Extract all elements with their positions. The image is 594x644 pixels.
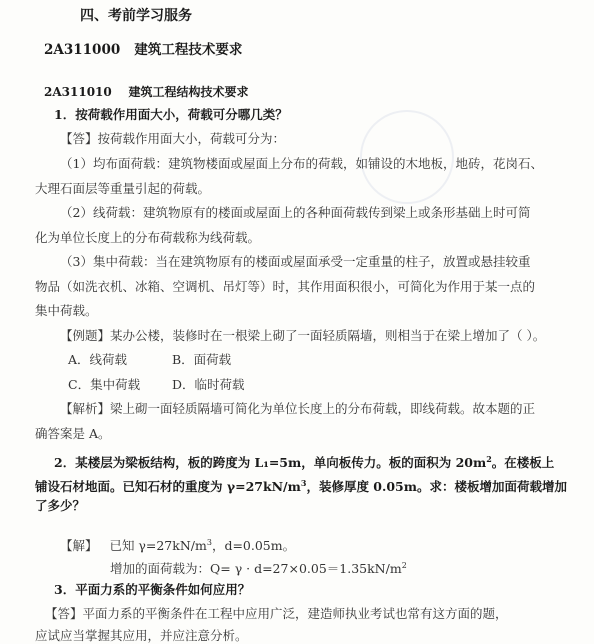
chapter-code: 2A311000: [44, 42, 121, 58]
question-2-line1-end: 。在楼板上: [491, 455, 555, 471]
analysis-line1: 【解析】梁上砌一面轻质隔墙可简化为单位长度上的分布荷载，即线荷载。故本题的正: [60, 401, 536, 416]
chapter-heading: [44, 42, 242, 58]
subchapter-heading: [44, 84, 249, 100]
answer-1-p2-line2: 化为单位长度上的分布荷载称为线荷载。: [35, 230, 261, 245]
solution-line1-text: 已知 γ=27kN/m: [109, 538, 207, 554]
answer-1-p3-line2: 物品（如洗衣机、冰箱、空调机、吊灯等）时，其作用面积很小，可简化为作用于某一点的: [35, 279, 536, 294]
solution-line1-end: ，d=0.05m。: [211, 538, 296, 554]
question-2-line2: [35, 475, 567, 495]
subchapter-code: 2A311010: [44, 85, 112, 99]
solution-label: 【解】: [60, 538, 98, 554]
answer-3-line2: 应试应当掌握其应用，并应注意分析。: [35, 628, 248, 643]
option-b: B．面荷载: [172, 352, 232, 367]
question-3: 3．平面力系的平衡条件如何应用？: [54, 582, 251, 597]
solution-sup-2: 2: [401, 561, 407, 570]
solution-line2: [110, 558, 407, 577]
answer-1-intro: 【答】按荷载作用面大小，荷载可分为：: [60, 131, 286, 146]
option-d: D．临时荷载: [172, 377, 245, 392]
solution-line2-text: 增加的面荷载为：Q= γ · d=27×0.05＝1.35kN/m: [110, 561, 402, 577]
answer-1-p3-line1: （3）集中荷载：当在建筑物原有的楼面或屋面承受一定重量的柱子，放置或悬挂较重: [60, 254, 531, 269]
analysis-line2: 确答案是 A。: [35, 426, 111, 441]
question-2-sup-2: 3: [300, 478, 307, 488]
question-2-line2-text: 铺设石材地面。已知石材的重度为 γ=27kN/m: [35, 479, 301, 495]
question-2-line1-text: 2．某楼层为梁板结构，板的跨度为 L₁=5m，单向板传力。板的面积为 20m: [54, 455, 487, 471]
solution-sup-1: 3: [206, 538, 212, 547]
example-question: 【例题】某办公楼，装修时在一根梁上砌了一面轻质隔墙，则相当于在梁上增加了（ ）。: [60, 328, 546, 343]
question-2-sup-1: 2: [486, 454, 492, 464]
answer-1-p2-line1: （2）线荷载：建筑物原有的楼面或屋面上的各种面荷载传到梁上或条形基础上时可简: [60, 205, 531, 220]
answer-1-p3-line3: 集中荷载。: [35, 303, 98, 318]
chapter-title: 建筑工程技术要求: [134, 42, 243, 58]
subchapter-title: 建筑工程结构技术要求: [128, 85, 249, 99]
answer-1-p1-line2: 大理石面层等重量引起的荷载。: [35, 181, 211, 196]
solution-line1: [60, 535, 295, 554]
answer-3-line1: 【答】平面力系的平衡条件在工程中应用广泛，建造师执业考试也常有这方面的题，: [45, 606, 508, 621]
answer-1-p1-line1: （1）均布面荷载：建筑物楼面或屋面上分布的荷载，如铺设的木地板，地砖，花岗石、: [60, 156, 543, 171]
question-2-line2-end: ，装修厚度 0.05m。求：楼板增加面荷载增加: [306, 479, 567, 495]
question-2-line3: 了多少？: [35, 498, 86, 513]
option-c: C．集中荷载: [68, 377, 141, 392]
question-1: 1．按荷载作用面大小，荷载可分哪几类？: [54, 107, 288, 122]
question-2-line1: [54, 451, 554, 471]
section-title: 四、考前学习服务: [80, 8, 192, 24]
option-a: A．线荷载: [68, 352, 128, 367]
